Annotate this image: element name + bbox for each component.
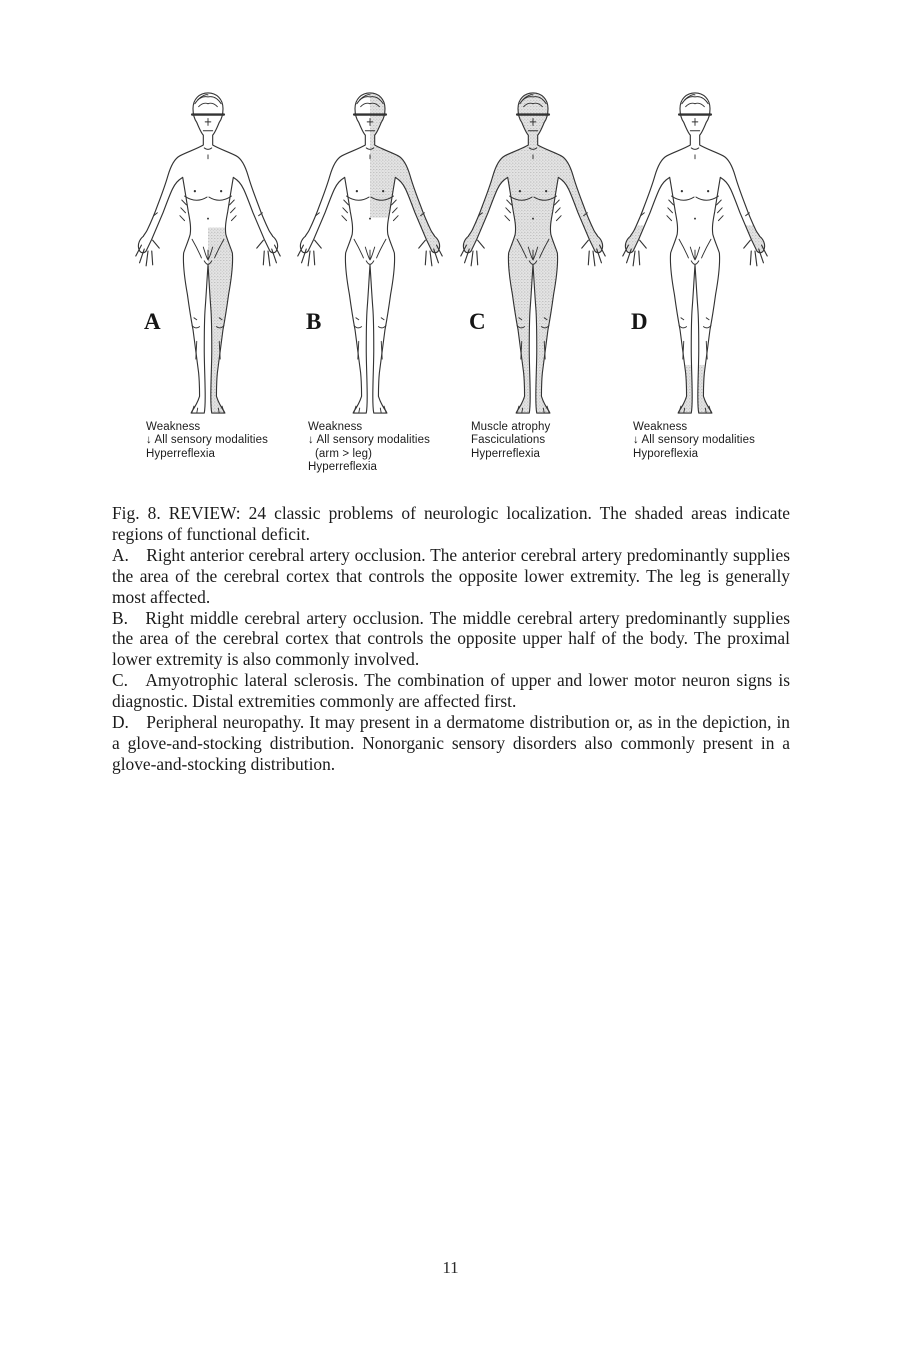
figure-labels-d <box>633 421 755 461</box>
figure-panel-c <box>458 90 608 520</box>
figure-labels-a <box>146 421 268 461</box>
figure-labels-b <box>308 421 430 474</box>
figure-panel-a <box>133 90 283 520</box>
finding-label: ↓ All sensory modalities <box>308 434 430 447</box>
figure-letter-a: A <box>144 309 161 334</box>
caption-item-a: A. Right anterior cerebral artery occlusion. The anterior cerebral artery predominantly supplies the area of the cerebral cortex that controls the opposite lower extremity. The leg is generally most affected. <box>112 544 790 607</box>
finding-label: Hyperreflexia <box>146 447 216 460</box>
figure-letter-b: B <box>306 309 322 334</box>
finding-label: (arm > leg) <box>315 447 373 460</box>
finding-label: Hyperreflexia <box>308 460 378 473</box>
caption-item-c: C. Amyotrophic lateral sclerosis. The combination of upper and lower motor neuron signs is diagnostic. Distal extremities commonly are affected first. <box>112 670 790 712</box>
finding-label: Hyperreflexia <box>471 447 541 460</box>
caption-item-b: B. Right middle cerebral artery occlusion. The middle cerebral artery predominantly supplies the area of the cerebral cortex that controls the opposite upper half of the body. The proximal lower extremity is also commonly involved. <box>112 607 790 670</box>
human-figure-b <box>295 90 445 416</box>
caption-item-d: D. Peripheral neuropathy. It may present in a dermatome distribution or, as in the depiction, in a glove-and-stocking distribution. Nonorganic sensory disorders also commonly present in a glove-and-stocking distribution. <box>112 712 790 774</box>
figure-labels-c <box>471 421 550 461</box>
human-figure-a <box>133 90 283 416</box>
page-number: 11 <box>442 1258 459 1277</box>
figure-panel-d <box>620 90 770 520</box>
finding-label: Weakness <box>308 421 363 433</box>
finding-label: Muscle atrophy <box>471 421 551 433</box>
finding-label: ↓ All sensory modalities <box>146 434 268 447</box>
figure-panel-b <box>295 90 445 520</box>
shaded-region-left-leg <box>208 227 247 415</box>
figure-letter-d: D <box>631 309 648 334</box>
human-figure-d <box>620 90 770 416</box>
finding-label: Weakness <box>633 421 688 433</box>
finding-label: Fasciculations <box>471 434 546 447</box>
finding-label: Weakness <box>146 421 201 433</box>
figure-caption <box>112 503 790 775</box>
figure-letter-c: C <box>469 309 486 334</box>
caption-intro: Fig. 8. REVIEW: 24 classic problems of neurologic localization. The shaded areas indicate regions of functional deficit. <box>112 503 790 544</box>
finding-label: Hyporeflexia <box>633 447 699 460</box>
finding-label: ↓ All sensory modalities <box>633 434 755 447</box>
human-figure-c <box>458 90 608 416</box>
